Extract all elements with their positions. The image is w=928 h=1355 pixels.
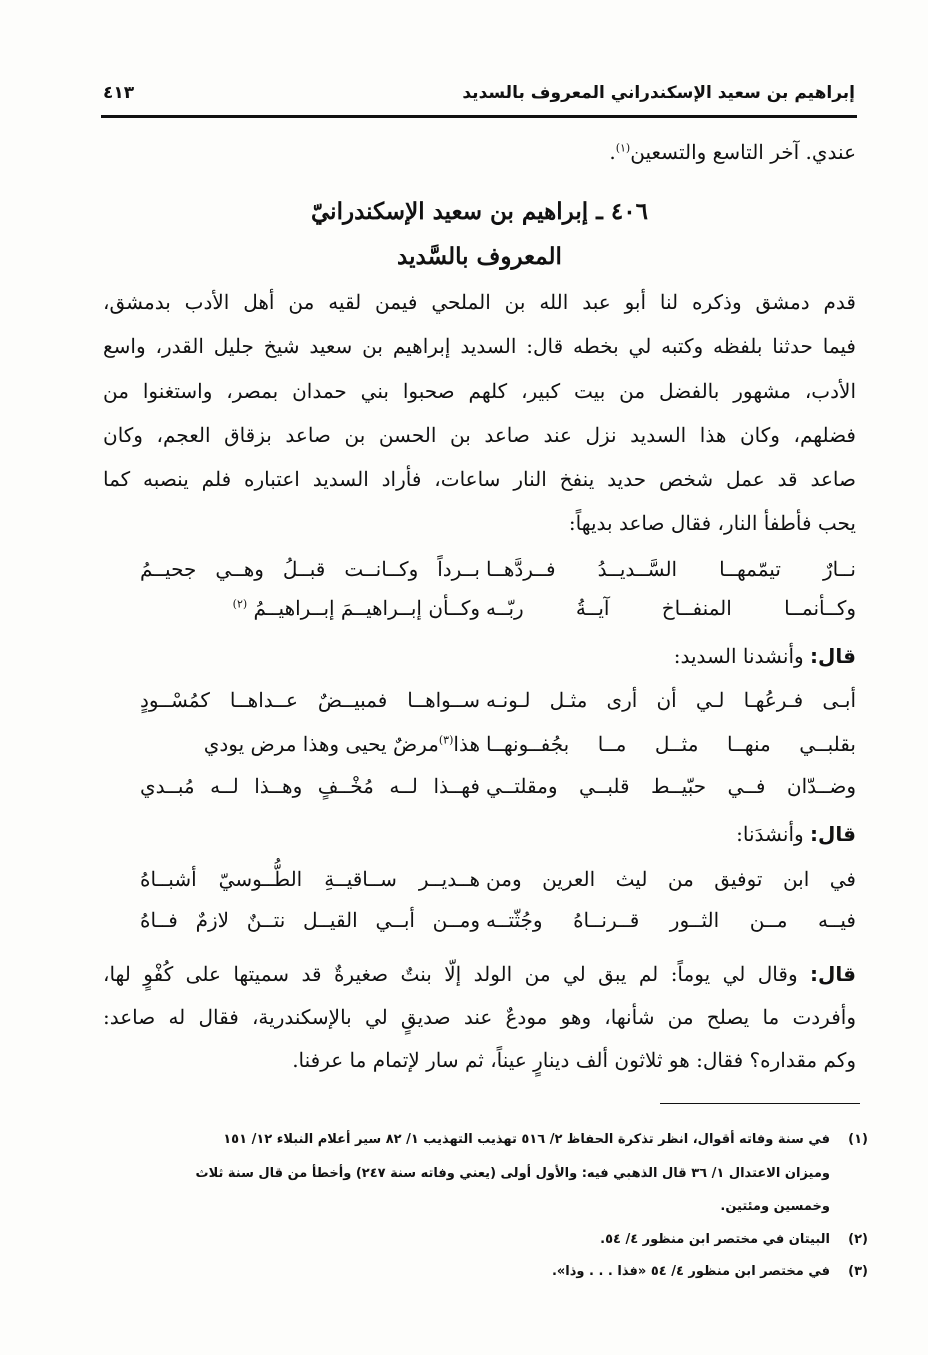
poem2-verse2-left-text: مرضٌ يحيى وهذا مرض يودي: [203, 732, 439, 756]
intro2: [674, 644, 856, 668]
poem1-verse2-left-text: وكــأن إبــراهيــمَ إبــراهيــمُ: [253, 596, 480, 620]
footnote-2: [600, 1232, 868, 1247]
poem3-verse2-right: فيــه مــن الثــور قــرنــاهُ وجُثّتــه: [486, 908, 856, 932]
poem2-verse1-left: ســواهــا فمبيــضٌ عــداهــا كمُسْــودٍ: [140, 688, 480, 712]
footnote-2-text: البيتان في مختصر ابن منظور ٤/ ٥٤.: [600, 1232, 830, 1247]
para1-line-4: فضلهم، وكان هذا السديد نزل عند صاعد بن الحسن بن صاعد بزقاق العجم، وكان: [103, 423, 856, 447]
page-number: ٤١٣: [103, 83, 135, 103]
previous-entry-end: عندي. آخر التاسع والتسعين$^{(١)}$.: [609, 140, 856, 164]
running-head: [103, 76, 855, 110]
poem3-verse1-left: هــديــر ســاقيــةِ الطُّــوسيّ أشبــاهُ: [140, 867, 480, 891]
running-title: إبراهيم بن سعيد الإسكندراني المعروف بالسديد: [462, 83, 855, 103]
para1-line-5: صاعد قد عمل شخص حديد ينفخ النار ساعات، فأراد السديد اعتباره فلم ينصبه كما: [103, 467, 856, 491]
poem2-verse2-left-pre: هذا: [453, 732, 480, 756]
footnote-1-line-2: وميزان الاعتدال ١/ ٣٦ قال الذهبي فيه: والأول أولى (يعني وفاته سنة ٢٤٧) وأخطأ من قال سنة ثلاث: [195, 1166, 830, 1181]
entry-subtitle: المعروف بالسَّديد: [397, 243, 562, 270]
intro3-text: وأنشدَنا:: [736, 822, 811, 846]
footnote-ref-1: (١): [615, 141, 631, 155]
para2-line-2: وأفردت ما يصلح من شأنها، وهو مودعٌ عند صديقٍ لي بالإسكندرية، فقال له صاعد:: [103, 1005, 856, 1029]
footnote-1-line-3: وخمسين ومئتين.: [720, 1199, 830, 1214]
poem3-verse1-right: في ابن توفيق من ليث العرين ومن: [486, 867, 856, 891]
poem2-verse2-right: بقلبــي منهــا مثــل مــا بجُفــونهــا: [486, 732, 856, 756]
poem2-verse3-right: وضــدّان فــي حبّيــط قلبــي ومقلتــي: [486, 774, 856, 798]
poem1-verse2-left: [180, 596, 480, 620]
intro2-label: قال:: [810, 644, 856, 668]
footnote-3: [552, 1264, 868, 1279]
poem3-verse2-left: ومــن أبــي القيــل نتــنٌ لازمٌ فــاهُ: [140, 908, 480, 932]
footnote-1-number: (١): [848, 1132, 868, 1147]
header-rule: [101, 115, 857, 118]
entry-title: ٤٠٦ ـ إبراهيم بن سعيد الإسكندرانيّ: [311, 198, 648, 225]
footnote-ref-2: (٢): [232, 597, 248, 611]
footnote-1: [223, 1132, 868, 1147]
footnote-ref-3: (٣): [438, 733, 454, 747]
footnote-1-line-1: في سنة وفاته أقوال، انظر تذكرة الحفاظ ٢/ ٥١٦ تهذيب التهذيب ١/ ٨٢ سير أعلام النبلاء ١٢/ ١٥١: [223, 1132, 830, 1147]
para1-line-1: قدم دمشق وذكره لنا أبو عبد الله بن الملحي فيمن لقيه من أهل الأدب بدمشق،: [103, 290, 856, 314]
footnote-rule: [660, 1103, 860, 1104]
para1-line-2: فيما حدثنا بلفظه وكتبه لي بخطه قال: السديد إبراهيم بن سعيد شيخ جليل القدر، واسع: [103, 334, 856, 358]
footnote-2-number: (٢): [848, 1232, 868, 1247]
poem2-verse2-left: [140, 732, 480, 756]
intro3: [736, 822, 856, 846]
intro2-text: وأنشدنا السديد:: [673, 644, 811, 668]
poem2-verse3-left: فهــذا لــه مُخْــفٍ وهــذا لــه مُبــدي: [140, 774, 480, 798]
previous-entry-text: عندي. آخر التاسع والتسعين: [630, 140, 856, 164]
para2-line-1-text: وقال لي يوماً: لم يبق لي من الولد إلّا بنتٌ صغيرةٌ قد سميتها على كُفْوٍ لها،: [103, 962, 811, 986]
poem1-verse1-right: نــارٌ تيمّمهــا السَّــديــدُ فــردَّهــا: [486, 557, 856, 581]
para1-line-3: الأدب، مشهور بالفضل من بيت كبير، كلهم صحبوا بني حمدان بمصر، واستغنوا من: [103, 379, 856, 403]
para2-label: قال:: [810, 962, 856, 986]
footnote-3-text: في مختصر ابن منظور ٤/ ٥٤ «فذا . . . وذا».: [551, 1264, 830, 1279]
poem1-verse1-left: بــرداً وكــانــت قبــلُ وهــي جحيــمُ: [140, 557, 480, 581]
para2-line-3: وكم مقداره؟ فقال: هو ثلاثون ألف دينارٍ عيناً، ثم سار لإتمام ما عرفنا.: [292, 1048, 856, 1072]
para2-line-1: [103, 962, 856, 986]
poem2-verse1-right: أبـى فـرعُهـا لـي أن أرى مثـل لـونـه: [486, 688, 856, 712]
footnote-3-number: (٣): [848, 1264, 868, 1279]
para1-line-6: يحب فأطفأ النار، فقال صاعد بديهاً:: [568, 511, 856, 535]
intro3-label: قال:: [810, 822, 856, 846]
poem1-verse2-right: وكــأنمــا المنفــاخ آيــةُ ربّــه: [486, 596, 856, 620]
